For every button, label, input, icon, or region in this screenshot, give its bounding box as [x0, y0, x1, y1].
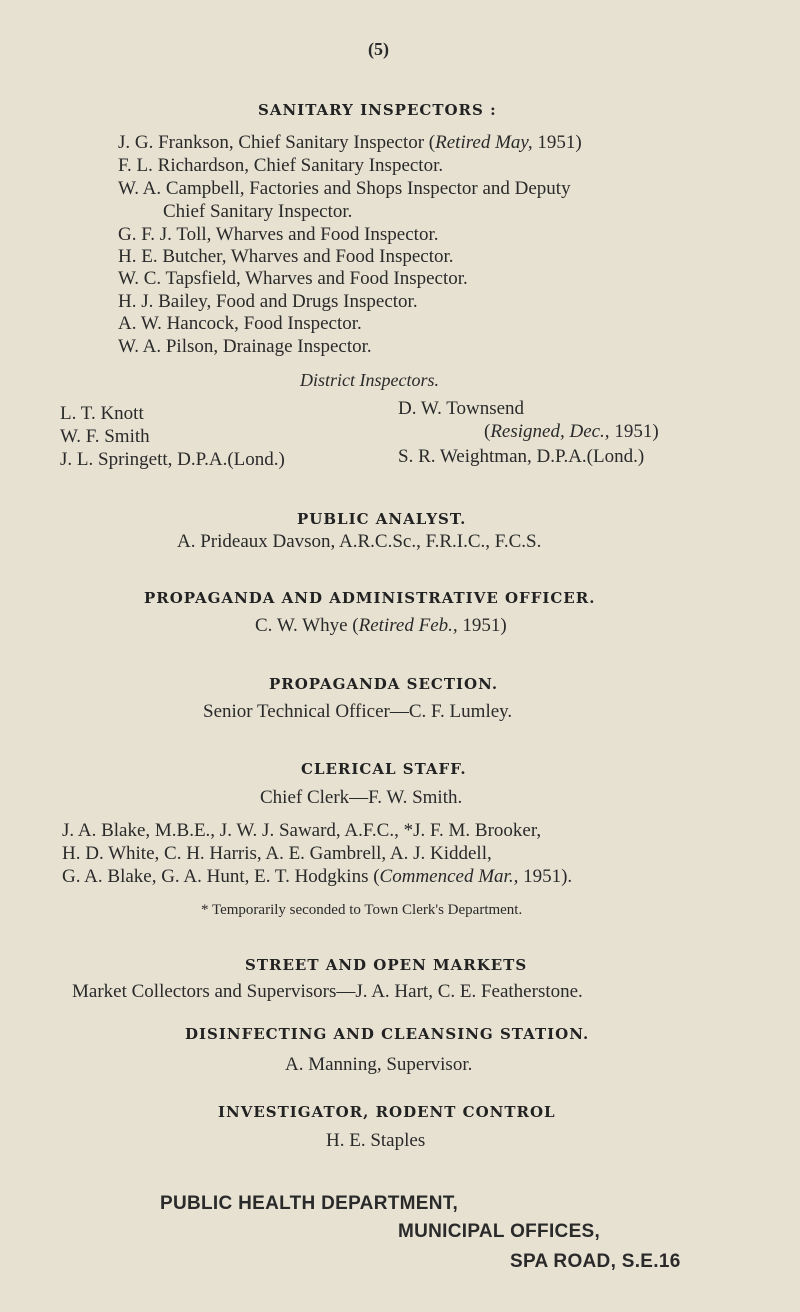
inspector-line-7: W. C. Tapsfield, Wharves and Food Inspector.: [118, 268, 468, 289]
propaganda-section-line: Senior Technical Officer—C. F. Lumley.: [203, 701, 513, 722]
clerical-line-3-year: 1951).: [518, 866, 573, 887]
clerical-line-3-italic: Commenced Mar.,: [379, 866, 519, 887]
inspector-line-1-tail: 1951): [532, 132, 582, 153]
district-right-3: S. R. Weightman, D.P.A.(Lond.): [398, 446, 645, 467]
clerical-line-3-names: G. A. Blake, G. A. Hunt, E. T. Hodgkins (: [62, 866, 380, 887]
markets-heading: STREET AND OPEN MARKETS: [245, 956, 528, 974]
inspector-line-6: H. E. Butcher, Wharves and Food Inspector.: [118, 246, 454, 267]
district-right-2-tail: 1951): [609, 421, 659, 442]
district-right-2-italic: Resigned, Dec.,: [490, 421, 610, 442]
disinfecting-heading: DISINFECTING AND CLEANSING STATION.: [185, 1025, 590, 1043]
propaganda-section-heading: PROPAGANDA SECTION.: [269, 675, 499, 693]
markets-line: Market Collectors and Supervisors—J. A. Hart, C. E. Featherstone.: [72, 981, 583, 1002]
district-inspectors-heading: District Inspectors.: [300, 370, 439, 390]
footnote: * Temporarily seconded to Town Clerk's Department.: [201, 902, 523, 918]
propaganda-officer-line: [255, 615, 507, 637]
clerical-line-3: [62, 866, 572, 888]
sanitary-inspectors-heading: SANITARY INSPECTORS :: [258, 101, 497, 119]
public-analyst-line: A. Prideaux Davson, A.R.C.Sc., F.R.I.C., F.C.S.: [177, 531, 542, 552]
district-right-2: (Resigned, Dec., 1951): [484, 421, 659, 442]
address-line-1: PUBLIC HEALTH DEPARTMENT,: [160, 1193, 459, 1214]
propaganda-officer-name: C. W. Whye (: [255, 615, 359, 636]
rodent-control-line: H. E. Staples: [326, 1130, 426, 1151]
clerical-line-2: H. D. White, C. H. Harris, A. E. Gambrell, A. J. Kiddell,: [62, 843, 492, 864]
inspector-line-4: Chief Sanitary Inspector.: [163, 201, 353, 222]
public-analyst-heading: PUBLIC ANALYST.: [297, 510, 467, 528]
inspector-line-1-text: J. G. Frankson, Chief Sanitary Inspector (: [118, 132, 436, 153]
district-left-1: L. T. Knott: [60, 403, 144, 424]
inspector-line-1: [118, 132, 582, 154]
address-line-3: SPA ROAD, S.E.16: [510, 1251, 681, 1272]
clerical-line-1: J. A. Blake, M.B.E., J. W. J. Saward, A.F.C., *J. F. M. Brooker,: [62, 820, 542, 841]
inspector-line-9: A. W. Hancock, Food Inspector.: [118, 313, 362, 334]
disinfecting-line: A. Manning, Supervisor.: [285, 1054, 473, 1075]
propaganda-officer-heading: PROPAGANDA AND ADMINISTRATIVE OFFICER.: [144, 589, 596, 607]
inspector-line-10: W. A. Pilson, Drainage Inspector.: [118, 336, 372, 357]
chief-clerk-line: Chief Clerk—F. W. Smith.: [260, 787, 463, 808]
propaganda-officer-year: 1951): [457, 615, 507, 636]
district-right-1: D. W. Townsend: [398, 398, 525, 419]
district-left-3: J. L. Springett, D.P.A.(Lond.): [60, 449, 285, 470]
propaganda-officer-italic: Retired Feb.,: [358, 615, 458, 636]
address-line-2: MUNICIPAL OFFICES,: [398, 1221, 601, 1242]
inspector-line-5: G. F. J. Toll, Wharves and Food Inspector.: [118, 224, 439, 245]
inspector-line-3: W. A. Campbell, Factories and Shops Inspector and Deputy: [118, 178, 571, 199]
clerical-staff-heading: CLERICAL STAFF.: [301, 760, 467, 778]
inspector-line-2: F. L. Richardson, Chief Sanitary Inspector.: [118, 155, 444, 176]
rodent-control-heading: INVESTIGATOR, RODENT CONTROL: [218, 1103, 556, 1121]
page-number: (5): [368, 39, 389, 59]
inspector-line-1-italic: Retired May,: [435, 132, 533, 153]
district-left-2: W. F. Smith: [60, 426, 150, 447]
inspector-line-8: H. J. Bailey, Food and Drugs Inspector.: [118, 291, 418, 312]
